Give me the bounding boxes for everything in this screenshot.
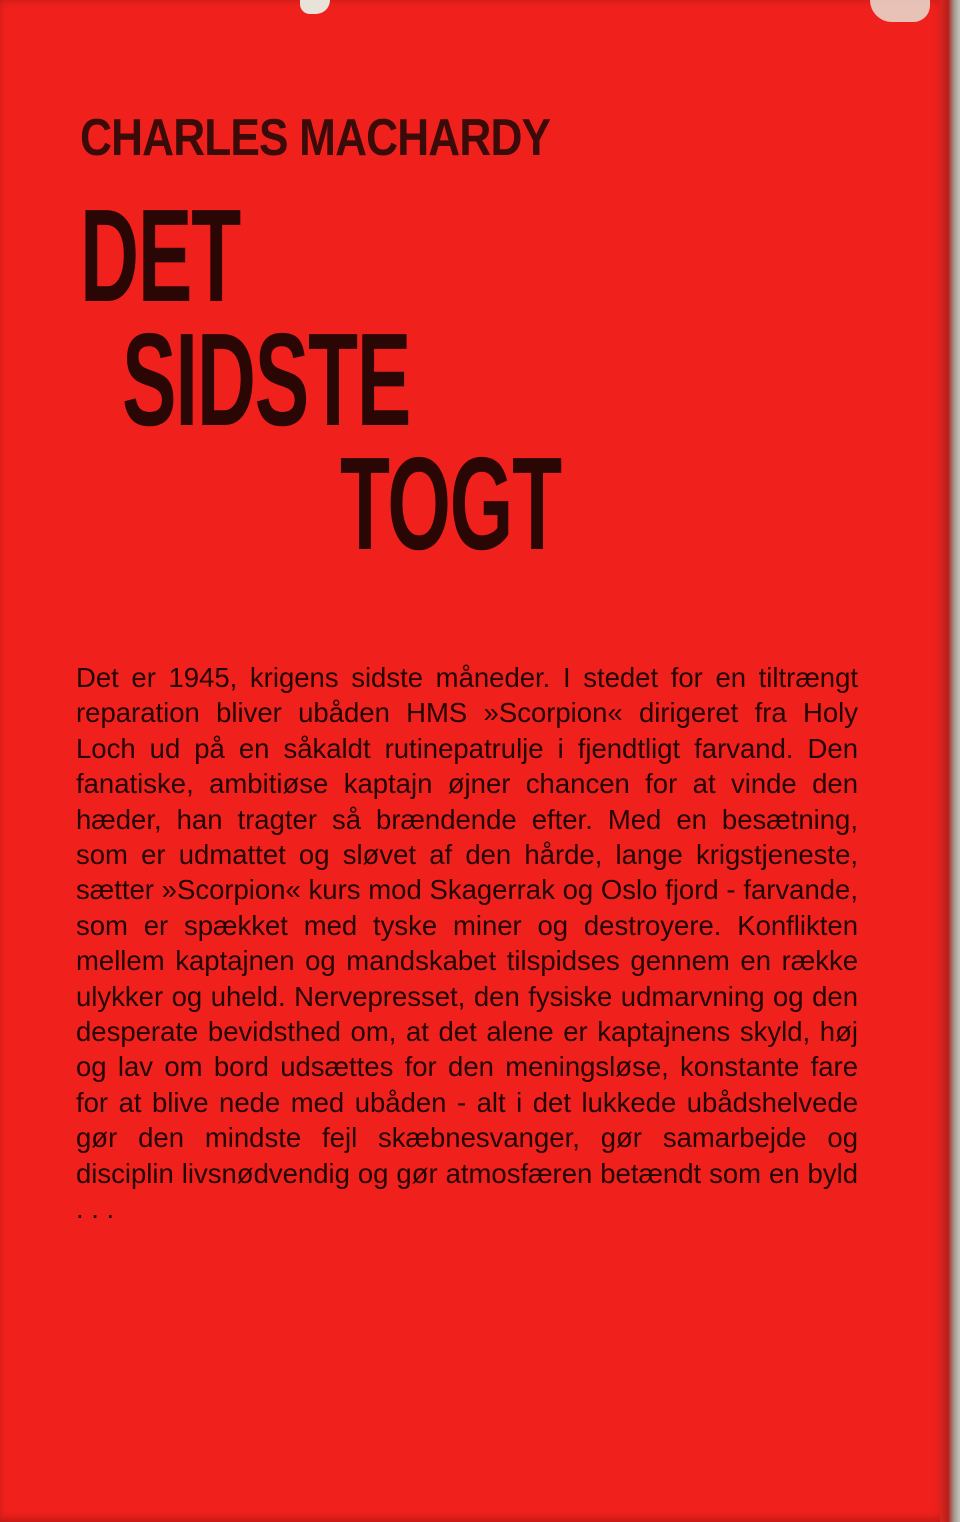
title-line-2: SIDSTE	[122, 306, 411, 453]
author-name: CHARLES MACHARDY	[80, 109, 551, 167]
title-line-1: DET	[80, 182, 240, 329]
title-line-3: TOGT	[340, 430, 561, 577]
worn-corner	[870, 0, 930, 22]
blurb-text: Det er 1945, krigens sidste måneder. I stedet for en tiltrængt reparation bliver ubåden HMS »Scorpion« dirigeret fra Holy Loch ud på en såkaldt rutinepatrulje i fjendtligt farvand. Den fanatiske, ambitiøse kaptajn øjner chancen for at vinde den hæder, han tragter så brændende efter. Med en besætning, som er udmattet og sløvet af den hårde, lange krigstjeneste, sætter »Scorpion« kurs mod Skagerrak og Oslo fjord - farvande, som er spækket med tyske miner og destroyere. Konflikten mellem kaptajnen og mandskabet tilspidses gennem en række ulykker og uheld. Nervepresset, den fysiske udmarvning og den desperate bevidsthed om, at det alene er kaptajnens skyld, høj og lav om bord udsættes for den meningsløse, konstante fare for at blive nede med ubåden - alt i det lukkede ubådshelvede gør den mindste fejl skæbnesvanger, gør samarbejde og disciplin livsnødvendig og gør atmosfæren betændt som en byld . . .	[76, 662, 858, 1225]
cover-edge	[940, 0, 960, 1522]
worn-edge	[300, 0, 330, 14]
